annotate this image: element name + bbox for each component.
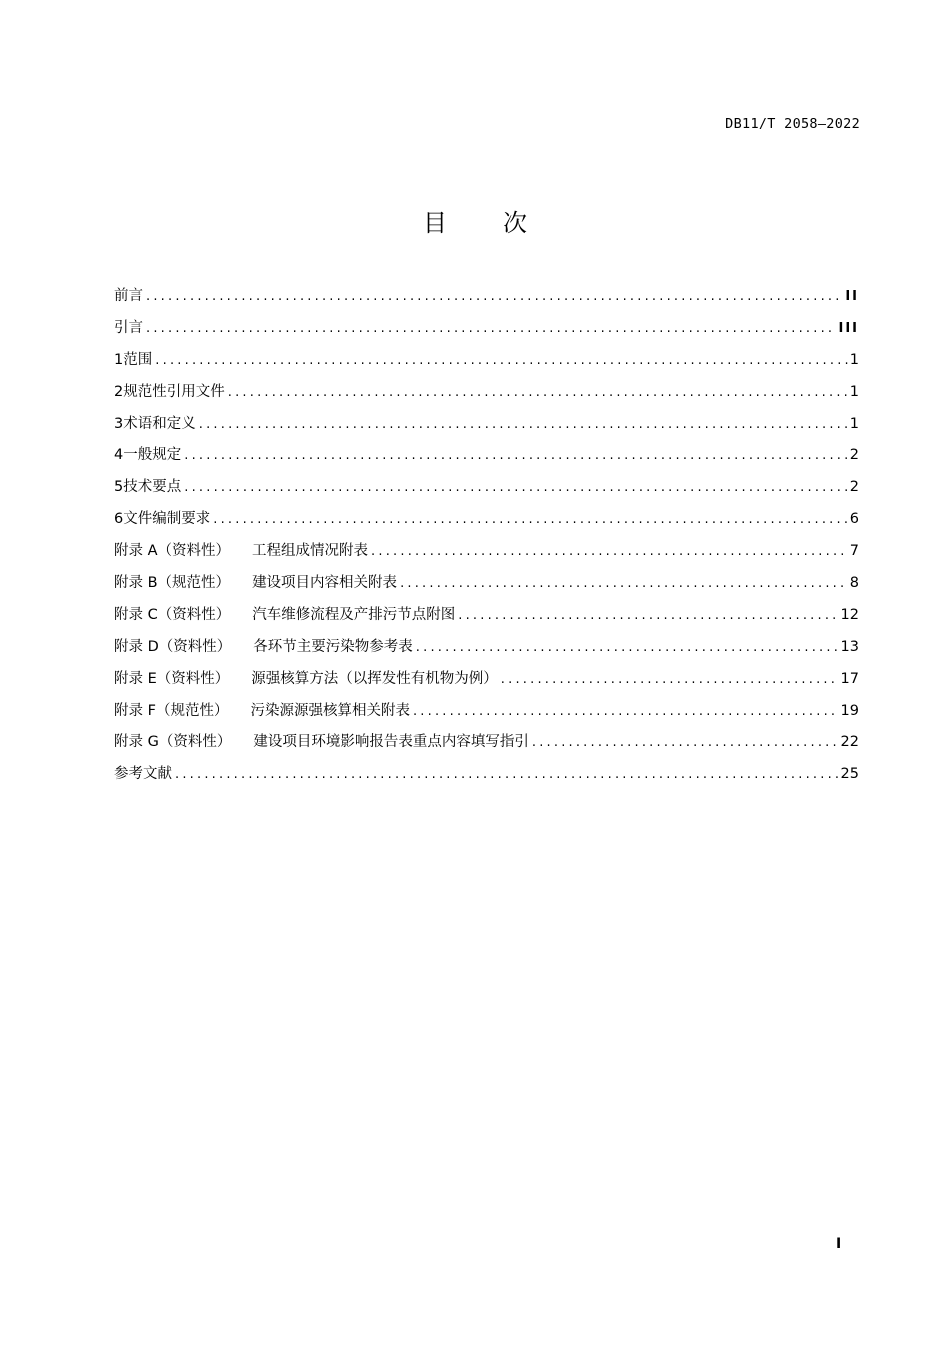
toc-page: III — [838, 320, 859, 336]
toc-entry-introduction[interactable] — [114, 316, 859, 348]
toc-label — [114, 699, 410, 720]
toc-number: 2 — [114, 383, 124, 400]
toc-page: 8 — [849, 575, 859, 592]
toc-entry-5[interactable] — [114, 475, 859, 507]
appendix-label: 附录 G（资料性） — [114, 734, 232, 751]
toc-label: 规范性引用文件 — [123, 383, 225, 400]
appendix-name: 源强核算方法（以挥发性有机物为例） — [251, 670, 498, 687]
toc-number: 4 — [114, 447, 124, 464]
toc-leader — [413, 704, 839, 719]
toc-entry-appendix-b[interactable] — [114, 571, 859, 603]
toc-leader — [532, 735, 839, 750]
toc-leader — [213, 512, 848, 527]
toc-entry-1[interactable] — [114, 348, 859, 380]
toc-number: 5 — [114, 479, 124, 496]
toc-label: 文件编制要求 — [123, 511, 211, 528]
toc-leader — [416, 640, 839, 655]
toc-leader — [400, 576, 848, 591]
toc-page: 2 — [849, 479, 859, 496]
toc-label: 术语和定义 — [123, 415, 196, 432]
toc-label: 参考文献 — [114, 766, 172, 783]
toc-number: 3 — [114, 415, 124, 432]
document-code: DB11/T 2058—2022 — [725, 116, 860, 132]
toc-leader — [501, 672, 839, 687]
toc-page: 17 — [840, 670, 859, 687]
appendix-name: 工程组成情况附表 — [252, 543, 369, 560]
toc-entry-4[interactable] — [114, 443, 859, 475]
toc-page: 12 — [840, 606, 859, 623]
toc-label — [114, 635, 413, 656]
toc-number: 1 — [114, 351, 124, 368]
toc-label — [114, 667, 498, 688]
toc-page: 7 — [849, 543, 859, 560]
toc-label: 前言 — [114, 288, 143, 304]
toc-entry-appendix-f[interactable] — [114, 699, 859, 731]
appendix-label: 附录 A（资料性） — [114, 543, 231, 560]
toc-page: 1 — [849, 415, 859, 432]
title-char-1: 目 — [423, 209, 447, 237]
toc-page: 2 — [849, 447, 859, 464]
toc-label — [114, 571, 397, 592]
toc-entry-appendix-e[interactable] — [114, 667, 859, 699]
appendix-label: 附录 B（规范性） — [114, 575, 231, 592]
toc-page: 1 — [849, 383, 859, 400]
appendix-name: 建设项目环境影响报告表重点内容填写指引 — [253, 734, 529, 751]
toc-page: 1 — [849, 351, 859, 368]
toc-leader — [184, 448, 848, 463]
toc-entry-preface[interactable] — [114, 284, 859, 316]
toc-entry-appendix-d[interactable] — [114, 635, 859, 667]
appendix-name: 建设项目内容相关附表 — [252, 575, 398, 592]
toc-leader — [175, 767, 839, 782]
toc-entry-appendix-g[interactable] — [114, 730, 859, 762]
toc-entry-appendix-c[interactable] — [114, 603, 859, 635]
toc-entry-appendix-a[interactable] — [114, 539, 859, 571]
page-title — [0, 203, 950, 238]
toc-page: II — [845, 289, 859, 304]
toc-entry-3[interactable] — [114, 412, 859, 444]
toc-leader — [155, 353, 847, 368]
toc-label — [114, 603, 455, 624]
toc-leader — [371, 544, 848, 559]
toc-label — [114, 539, 368, 560]
toc-label: 技术要点 — [123, 479, 182, 496]
toc-page: 25 — [840, 766, 859, 783]
toc-entry-2[interactable] — [114, 380, 859, 412]
toc-leader — [199, 417, 848, 432]
toc-leader — [228, 385, 848, 400]
toc-page: 6 — [849, 511, 859, 528]
appendix-label: 附录 E（资料性） — [114, 670, 230, 687]
toc-leader — [146, 289, 843, 304]
toc-page: 22 — [840, 734, 859, 751]
toc-leader — [458, 608, 838, 623]
toc-number: 6 — [114, 511, 124, 528]
toc-label: 引言 — [114, 319, 143, 336]
title-char-2: 次 — [503, 209, 527, 237]
toc-entry-references[interactable] — [114, 762, 859, 794]
toc-leader — [184, 480, 848, 495]
toc-label — [114, 730, 529, 751]
appendix-name: 各环节主要污染物参考表 — [253, 638, 413, 655]
toc-leader — [146, 321, 836, 336]
page-number: I — [836, 1236, 842, 1252]
toc-page: 13 — [840, 638, 859, 655]
appendix-label: 附录 D（资料性） — [114, 638, 232, 655]
table-of-contents — [114, 284, 859, 794]
toc-label: 范围 — [123, 351, 153, 368]
appendix-name: 汽车维修流程及产排污节点附图 — [252, 606, 456, 623]
toc-page: 19 — [840, 702, 859, 719]
appendix-label: 附录 C（资料性） — [114, 606, 231, 623]
appendix-name: 污染源源强核算相关附表 — [250, 702, 410, 719]
appendix-label: 附录 F（规范性） — [114, 702, 229, 719]
toc-entry-6[interactable] — [114, 507, 859, 539]
toc-label: 一般规定 — [123, 447, 182, 464]
